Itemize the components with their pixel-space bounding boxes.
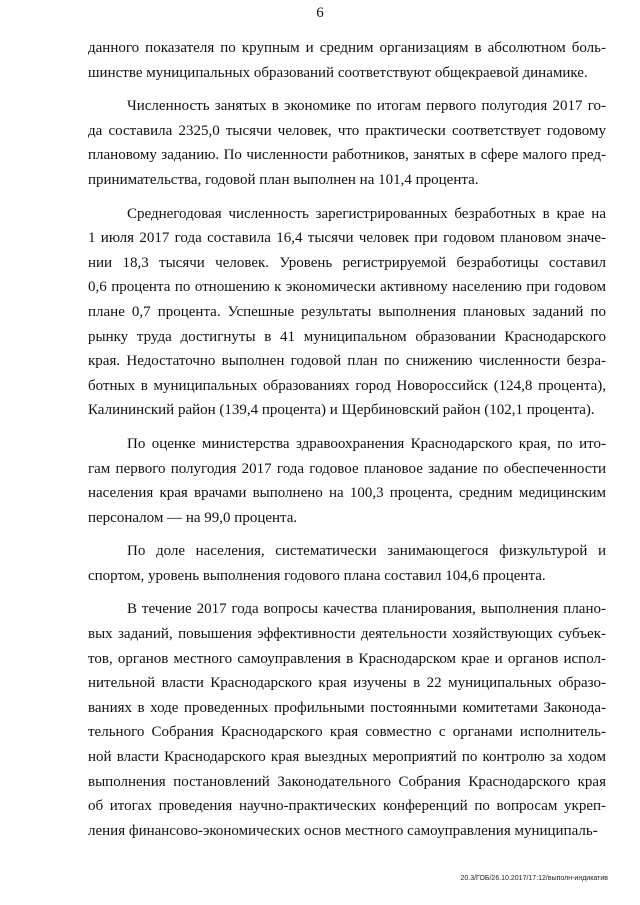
text-line: 0,6 процента по отношению к экономически активному населению при годовом	[88, 279, 606, 296]
text-line: нительной власти Краснодарского края изучены в 22 муниципальных образо-	[88, 675, 606, 692]
text-line: ной власти Краснодарского края выездных мероприятий по контролю за ходом	[88, 749, 606, 766]
text-line: шинстве муниципальных образований соответствуют общекраевой динамике.	[88, 64, 588, 81]
text-line: Численность занятых в экономике по итогам первого полугодия 2017 го-	[127, 98, 606, 115]
text-line: ления финансово-экономических основ местного самоуправления муниципаль-	[88, 822, 598, 839]
paragraph	[88, 94, 606, 192]
text-line: населения края врачами выполнено на 100,3 процента, средним медицинским	[88, 485, 606, 502]
paragraph	[88, 432, 606, 530]
text-line: По доле населения, систематически занимающегося физкультурой и	[127, 543, 606, 560]
text-line: ботных в муниципальных образованиях город Новороссийск (124,8 процента),	[88, 377, 606, 394]
paragraph-spacer	[88, 423, 606, 432]
document-body	[88, 36, 606, 843]
text-line: плане 0,7 процента. Успешные результаты выполнения плановых заданий по	[88, 303, 606, 320]
text-line: выполнения постановлений Законодательного Собрания Краснодарского края	[88, 773, 606, 790]
text-line: 1 июля 2017 года составила 16,4 тысячи человек при годовом плановом значе-	[88, 230, 606, 247]
text-line: Калининский район (139,4 процента) и Щербиновский район (102,1 процента).	[88, 402, 595, 419]
text-line: персоналом — на 99,0 процента.	[88, 509, 298, 526]
text-line: об итогах проведения научно-практических конференций по вопросам укреп-	[88, 798, 606, 815]
paragraph-spacer	[88, 588, 606, 597]
text-line: рынку труда достигнуты в 41 муниципальном образовании Краснодарского	[88, 328, 606, 345]
text-line: гам первого полугодия 2017 года годовое плановое задание по обеспеченности	[88, 460, 606, 477]
text-line: вых заданий, повышения эффективности деятельности хозяйствующих субъек-	[88, 626, 606, 643]
text-line: тельного Собрания Краснодарского края совместно с органами исполнитель-	[88, 724, 606, 741]
text-line: данного показателя по крупным и средним организациям в абсолютном боль-	[88, 40, 606, 56]
paragraph-spacer	[88, 530, 606, 539]
text-line: Среднегодовая численность зарегистрированных безработных в крае на	[127, 205, 606, 222]
paragraph-spacer	[88, 85, 606, 94]
page-number: 6	[316, 5, 324, 21]
paragraph	[88, 539, 606, 588]
text-line: плановому заданию. По численности работников, занятых в сфере малого пред-	[88, 147, 606, 164]
footer-file-reference: 20.3/ГОБ/26.10.2017/17:12/выполн-индикатив	[460, 875, 608, 882]
text-line: да составила 2325,0 тысячи человек, что практически соответствует годовому	[88, 122, 606, 139]
paragraph-spacer	[88, 193, 606, 202]
text-line: тов, органов местного самоуправления в Краснодарском крае и органов испол-	[88, 650, 606, 667]
text-line: края. Недостаточно выполнен годовой план по снижению численности безра-	[88, 353, 606, 370]
text-line: принимательства, годовой план выполнен на 101,4 процента.	[88, 171, 479, 188]
text-line: спортом, уровень выполнения годового плана составил 104,6 процента.	[88, 567, 546, 584]
paragraph	[88, 36, 606, 85]
paragraph	[88, 597, 606, 843]
text-line: нии 18,3 тысячи человек. Уровень регистрируемой безработицы составил	[88, 254, 606, 271]
text-line: ваниях в ходе проведенных профильными постоянными комитетами Законода-	[88, 699, 606, 716]
text-line: В течение 2017 года вопросы качества планирования, выполнения плано-	[127, 601, 606, 618]
paragraph	[88, 202, 606, 423]
text-line: По оценке министерства здравоохранения Краснодарского края, по ито-	[127, 435, 606, 452]
